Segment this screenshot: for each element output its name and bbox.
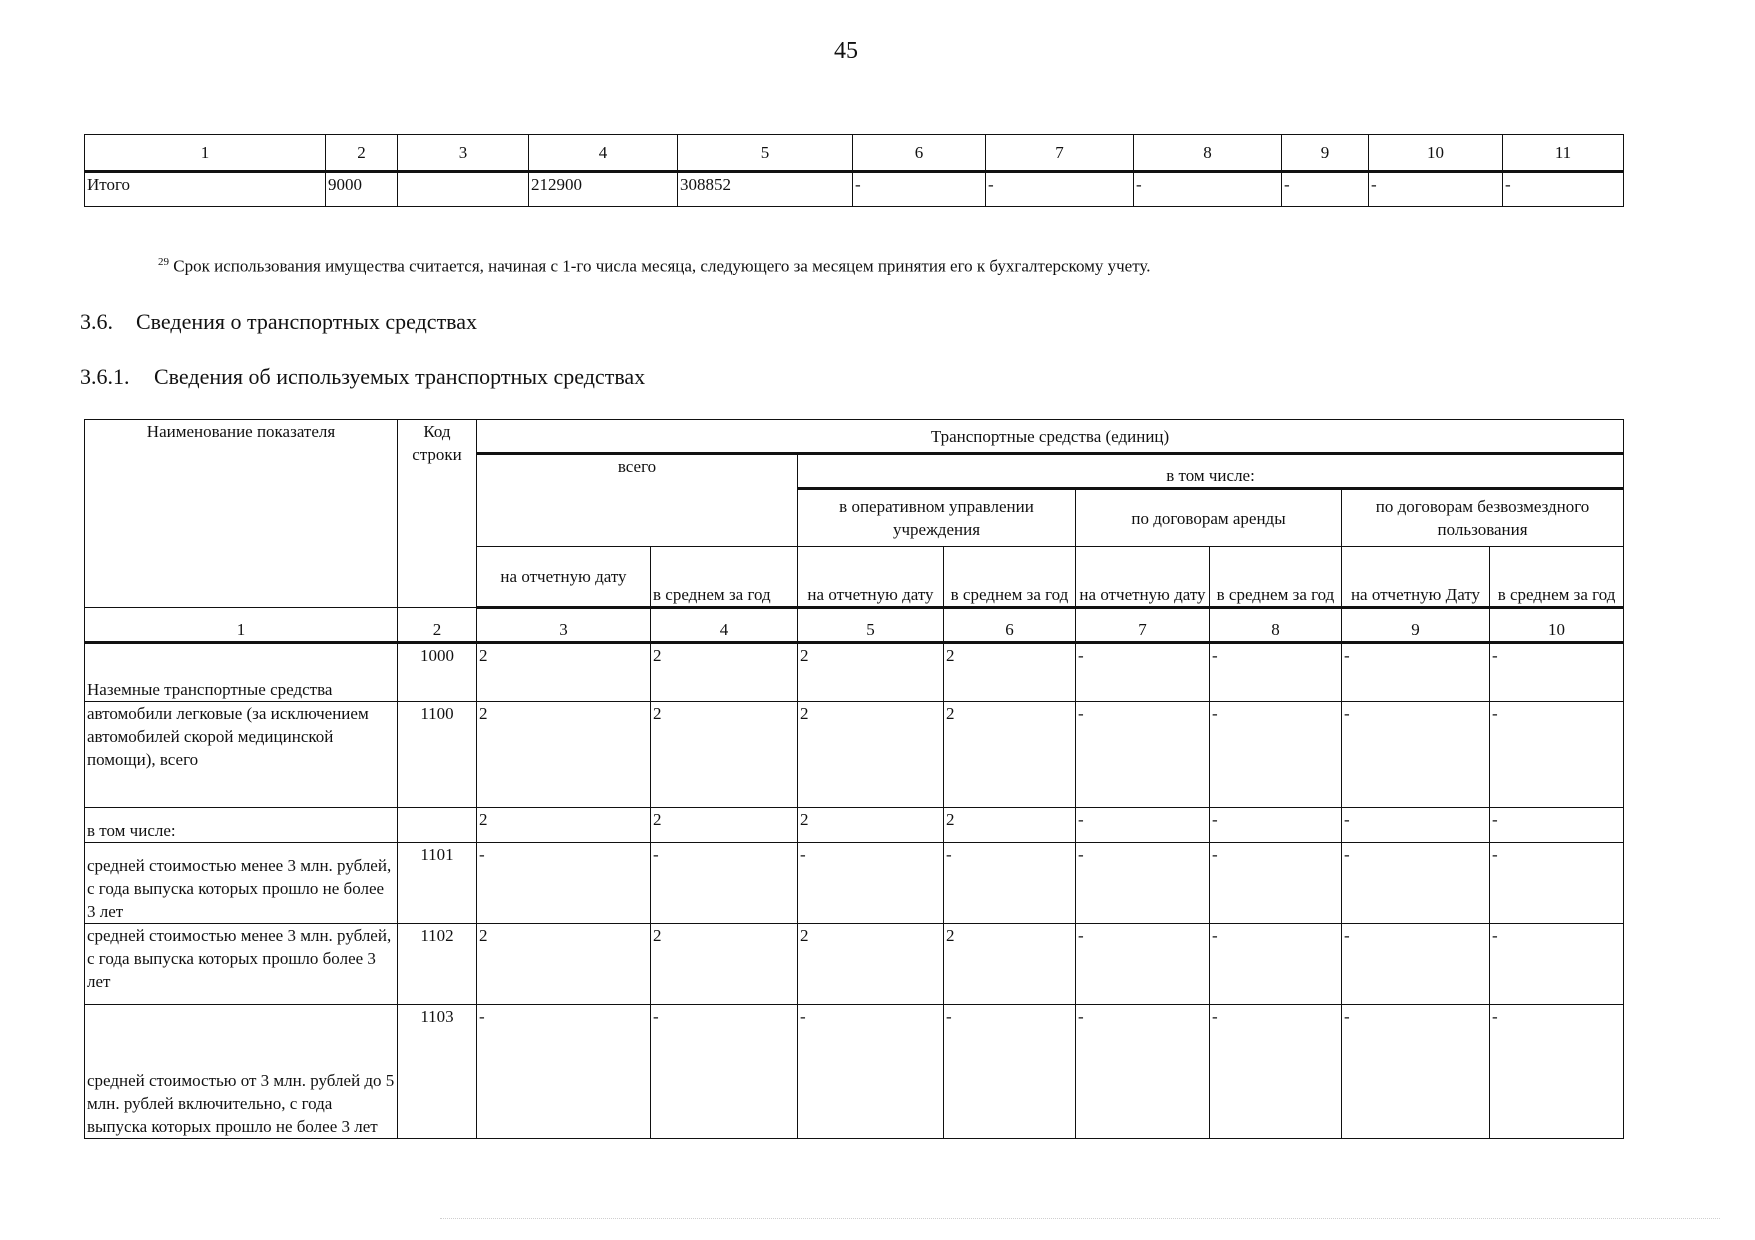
section-heading	[80, 309, 477, 335]
cell: -	[1210, 924, 1342, 1005]
cell: -	[1210, 1005, 1342, 1139]
subsection-number: 3.6.1.	[80, 364, 130, 389]
header-sub-year-average: в среднем за год	[944, 547, 1076, 608]
header-sub-year-average: в среднем за год	[1490, 547, 1624, 608]
cell: -	[1134, 172, 1282, 207]
cell: -	[1342, 843, 1490, 924]
col-number: 1	[85, 608, 398, 643]
header-indicator-name: Наименование показателя	[85, 420, 398, 608]
cell: -	[798, 1005, 944, 1139]
cell: -	[1210, 808, 1342, 843]
cell: -	[477, 843, 651, 924]
header-sub-report-date: на отчетную дату	[477, 547, 651, 608]
col-number: 5	[678, 135, 853, 172]
footnote-text: Срок использования имущества считается, начиная с 1-го числа месяца, следующего за месяцем принятия его к бухгалтерскому учету.	[173, 256, 1151, 276]
cell: 2	[477, 702, 651, 808]
header-including: в том числе:	[798, 454, 1624, 489]
vehicles-table	[84, 419, 1624, 1139]
cell: 2	[944, 924, 1076, 1005]
cell: 2	[944, 702, 1076, 808]
cell: 2	[651, 702, 798, 808]
continuation-table	[84, 134, 1624, 207]
scan-artifact-line	[440, 1218, 1720, 1220]
cell: 2	[651, 808, 798, 843]
row-code	[398, 808, 477, 843]
cell: -	[1076, 1005, 1210, 1139]
cell: 2	[798, 643, 944, 702]
cell: -	[1342, 643, 1490, 702]
row-label: в том числе:	[85, 808, 398, 843]
cell: -	[1342, 702, 1490, 808]
col-number: 6	[944, 608, 1076, 643]
header-vehicles-group: Транспортные средства (единиц)	[477, 420, 1624, 454]
row-code: 1101	[398, 843, 477, 924]
col-number: 7	[1076, 608, 1210, 643]
page-number: 45	[834, 38, 858, 64]
subsection-heading	[80, 364, 645, 390]
cell: -	[1076, 843, 1210, 924]
row-label: средней стоимостью менее 3 млн. рублей, с года выпуска которых прошло более 3 лет	[85, 924, 398, 1005]
header-row-1	[85, 420, 1624, 454]
col-number: 10	[1369, 135, 1503, 172]
col-number: 3	[398, 135, 529, 172]
footnote	[158, 256, 1150, 277]
cell: -	[1369, 172, 1503, 207]
cell: 2	[477, 924, 651, 1005]
table-row	[85, 702, 1624, 808]
col-number: 5	[798, 608, 944, 643]
col-number: 3	[477, 608, 651, 643]
cell: -	[853, 172, 986, 207]
header-sub-report-date: на отчетную Дату	[1342, 547, 1490, 608]
section-title: Сведения о транспортных средствах	[136, 309, 478, 334]
table-header-row	[85, 135, 1624, 172]
cell: -	[1076, 924, 1210, 1005]
cell: -	[1076, 643, 1210, 702]
cell: -	[798, 843, 944, 924]
header-operative-management: в оперативном управлении учреждения	[798, 489, 1076, 547]
header-sub-year-average: в среднем за год	[1210, 547, 1342, 608]
col-number: 1	[85, 135, 326, 172]
cell	[398, 172, 529, 207]
header-sub-year-average: в среднем за год	[651, 547, 798, 608]
col-number: 9	[1282, 135, 1369, 172]
col-number: 4	[529, 135, 678, 172]
column-number-row	[85, 608, 1624, 643]
row-label: Наземные транспортные средства	[85, 643, 398, 702]
header-row-code: Код строки	[398, 420, 477, 608]
cell: -	[1210, 843, 1342, 924]
cell: -	[1490, 1005, 1624, 1139]
cell: -	[1210, 643, 1342, 702]
table-row	[85, 643, 1624, 702]
cell: 2	[798, 808, 944, 843]
cell: -	[1210, 702, 1342, 808]
cell: -	[1342, 1005, 1490, 1139]
cell: -	[1076, 808, 1210, 843]
table-row	[85, 808, 1624, 843]
row-code: 1000	[398, 643, 477, 702]
row-label: Итого	[85, 172, 326, 207]
row-code: 1103	[398, 1005, 477, 1139]
cell: -	[1282, 172, 1369, 207]
col-number: 8	[1134, 135, 1282, 172]
col-number: 10	[1490, 608, 1624, 643]
table-row-total	[85, 172, 1624, 207]
col-number: 4	[651, 608, 798, 643]
col-number: 6	[853, 135, 986, 172]
cell: -	[1490, 808, 1624, 843]
cell: 2	[477, 808, 651, 843]
col-number: 2	[326, 135, 398, 172]
table-row	[85, 924, 1624, 1005]
cell: -	[1342, 924, 1490, 1005]
cell: 2	[477, 643, 651, 702]
col-number: 11	[1503, 135, 1624, 172]
table-row	[85, 843, 1624, 924]
table-row	[85, 1005, 1624, 1139]
cell: 2	[798, 702, 944, 808]
section-number: 3.6.	[80, 309, 113, 334]
row-label: средней стоимостью менее 3 млн. рублей, с года выпуска которых прошло не более 3 лет	[85, 843, 398, 924]
cell: -	[1490, 924, 1624, 1005]
cell: 212900	[529, 172, 678, 207]
cell: -	[477, 1005, 651, 1139]
cell: -	[651, 1005, 798, 1139]
header-total: всего	[477, 454, 798, 547]
cell: -	[1342, 808, 1490, 843]
row-code: 1100	[398, 702, 477, 808]
header-rent: по договорам аренды	[1076, 489, 1342, 547]
col-number: 9	[1342, 608, 1490, 643]
cell: 2	[798, 924, 944, 1005]
col-number: 7	[986, 135, 1134, 172]
col-number: 8	[1210, 608, 1342, 643]
row-code: 1102	[398, 924, 477, 1005]
cell: -	[1490, 702, 1624, 808]
cell: 2	[944, 808, 1076, 843]
cell: -	[1503, 172, 1624, 207]
cell: 9000	[326, 172, 398, 207]
cell: -	[1490, 643, 1624, 702]
cell: -	[944, 1005, 1076, 1139]
header-sub-report-date: на отчетную дату	[798, 547, 944, 608]
footnote-mark: 29	[158, 256, 169, 268]
cell: 308852	[678, 172, 853, 207]
col-number: 2	[398, 608, 477, 643]
cell: -	[651, 843, 798, 924]
cell: 2	[651, 643, 798, 702]
cell: -	[944, 843, 1076, 924]
header-sub-report-date: на отчетную дату	[1076, 547, 1210, 608]
cell: -	[1490, 843, 1624, 924]
cell: 2	[944, 643, 1076, 702]
header-free-use: по договорам безвозмездного пользования	[1342, 489, 1624, 547]
subsection-title: Сведения об используемых транспортных средствах	[154, 364, 646, 389]
row-label: средней стоимостью от 3 млн. рублей до 5 млн. рублей включительно, с года выпуска которых прошло не более 3 лет	[85, 1005, 398, 1139]
cell: 2	[651, 924, 798, 1005]
row-label: автомобили легковые (за исключением автомобилей скорой медицинской помощи), всего	[85, 702, 398, 808]
cell: -	[986, 172, 1134, 207]
cell: -	[1076, 702, 1210, 808]
